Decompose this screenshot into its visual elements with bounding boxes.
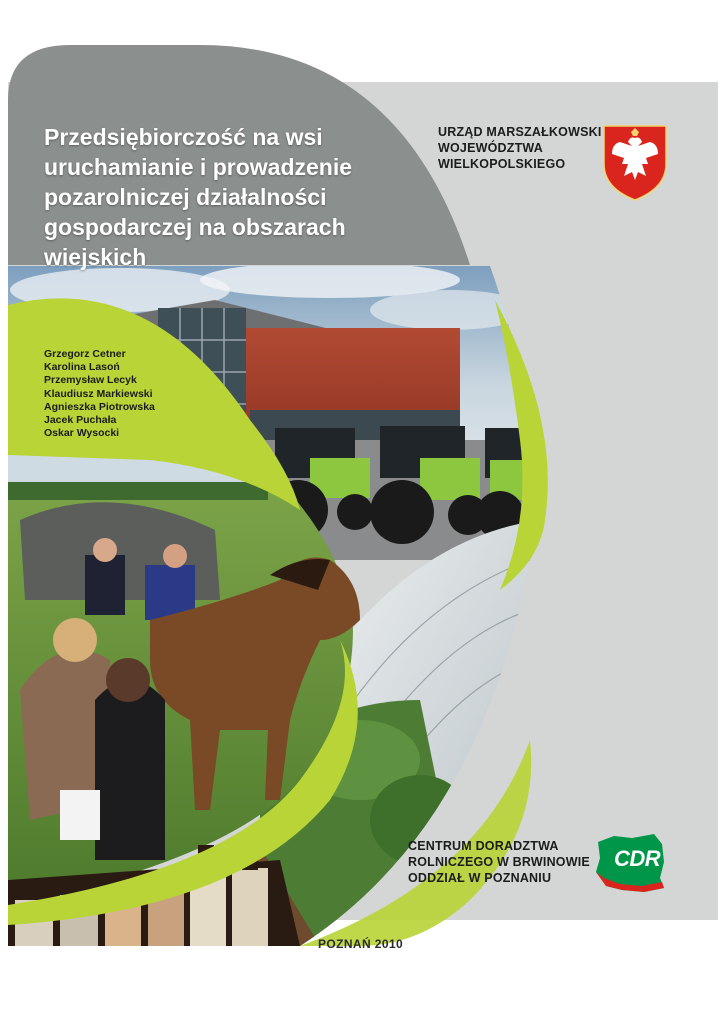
publisher-top-line: URZĄD MARSZAŁKOWSKI — [438, 125, 602, 139]
author-name: Agnieszka Piotrowska — [44, 400, 155, 413]
author-name: Oskar Wysocki — [44, 427, 120, 440]
cdr-logo — [592, 832, 668, 894]
publisher-bottom-line: ODDZIAŁ W POZNANIU — [408, 871, 552, 885]
cdr-logo-text: CDR — [614, 846, 661, 871]
author-name: Klaudiusz Markiewski — [44, 387, 153, 400]
title-line: gospodarczej na obszarach wiejskich — [44, 214, 346, 270]
author-name: Przemysław Lecyk — [44, 374, 137, 387]
title-line: uruchamianie i prowadzenie — [44, 154, 353, 180]
author-name: Karolina Lasoń — [44, 361, 120, 374]
red-shield-white-eagle-icon — [602, 124, 668, 202]
publisher-top-line: WIELKOPOLSKIEGO — [438, 157, 566, 171]
title-line: Przedsiębiorczość na wsi — [44, 124, 323, 150]
publisher-top-name — [438, 124, 602, 172]
place-year: POZNAŃ 2010 — [318, 937, 404, 951]
publisher-top-line: WOJEWÓDZTWA — [438, 141, 543, 155]
author-name: Jacek Puchała — [44, 414, 117, 427]
author-name: Grzegorz Cetner — [44, 348, 126, 360]
cover-title — [44, 122, 444, 272]
publisher-bottom-line: CENTRUM DORADZTWA — [408, 839, 559, 853]
publisher-bottom-name — [408, 838, 590, 886]
author-list — [44, 348, 155, 440]
publisher-bottom-line: ROLNICZEGO W BRWINOWIE — [408, 855, 590, 869]
title-line: pozarolniczej działalności — [44, 184, 327, 210]
